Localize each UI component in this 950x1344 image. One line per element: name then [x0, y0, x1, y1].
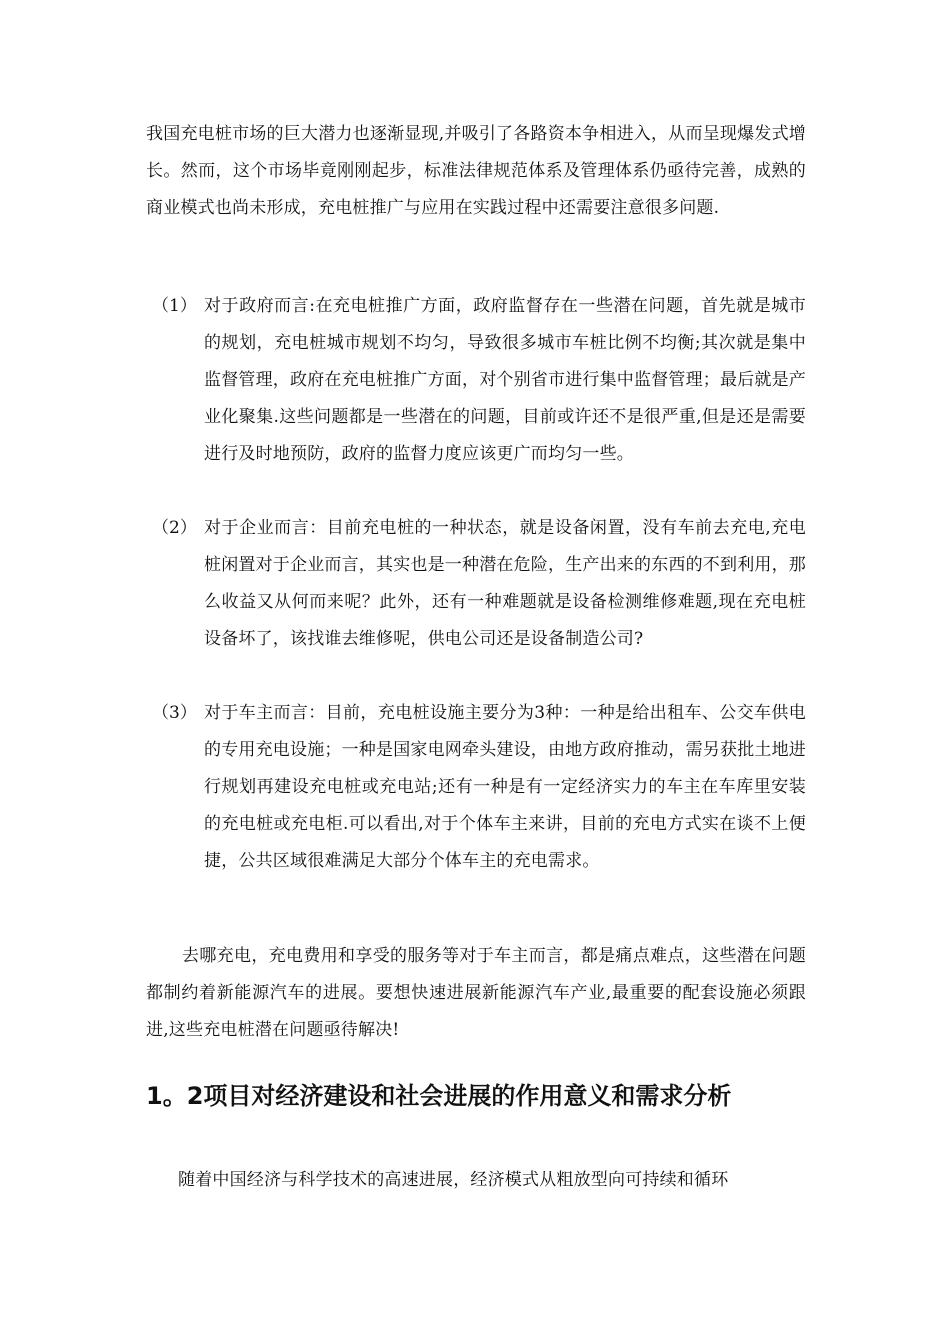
list-marker: （3）	[152, 703, 197, 723]
list-item-3	[146, 695, 806, 880]
intro-paragraph: 我国充电桩市场的巨大潜力也逐渐显现,并吸引了各路资本争相进入，从而呈现爆发式增长。然而，这个市场毕竟刚刚起步，标准法律规范体系及管理体系仍亟待完善，成熟的商业模式也尚未形成，充电桩推广与应用在实践过程中还需要注意很多问题.	[146, 124, 806, 218]
list-item-text: 对于政府而言:在充电桩推广方面，政府监督存在一些潜在问题，首先就是城市的规划，充电桩城市规划不均匀，导致很多城市车桩比例不均衡;其次就是集中监督管理，政府在充电桩推广方面，对个别省市进行集中监督管理；最后就是产业化聚集.这些问题都是一些潜在的问题，目前或许还不是很严重,但是还是需要进行及时地预防，政府的监督力度应该更广而均匀一些。	[204, 296, 806, 464]
list-item-text: 对于企业而言：目前充电桩的一种状态，就是设备闲置，没有车前去充电,充电桩闲置对于企业而言，其实也是一种潜在危险，生产出来的东西的不到利用，那么收益又从何而来呢？此外，还有一种难题就是设备检测维修难题,现在充电桩设备坏了，该找谁去维修呢，供电公司还是设备制造公司?	[204, 518, 806, 649]
list-marker: （2）	[152, 518, 197, 538]
list-item-text: 对于车主而言：目前，充电桩设施主要分为3种：一种是给出租车、公交车供电的专用充电设施；一种是国家电网牵头建设，由地方政府推动，需另获批土地进行规划再建设充电桩或充电站;还有一种是有一定经济实力的车主在车库里安装的充电桩或充电柜.可以看出,对于个体车主来讲，目前的充电方式实在谈不上便捷，公共区域很难满足大部分个体车主的充电需求。	[204, 703, 806, 871]
closing-paragraph: 去哪充电，充电费用和享受的服务等对于车主而言，都是痛点难点，这些潜在问题都制约着新能源汽车的进展。要想快速进展新能源汽车产业,最重要的配套设施必须跟进,这些充电桩潜在问题亟待解决!	[146, 946, 806, 1040]
list-item-2	[146, 510, 806, 658]
section-paragraph: 随着中国经济与科学技术的高速进展，经济模式从粗放型向可持续和循环	[178, 1170, 729, 1190]
list-marker: （1）	[152, 296, 197, 316]
list-item-1	[146, 288, 806, 473]
section-heading: 1。2项目对经济建设和社会进展的作用意义和需求分析	[146, 1082, 732, 1110]
